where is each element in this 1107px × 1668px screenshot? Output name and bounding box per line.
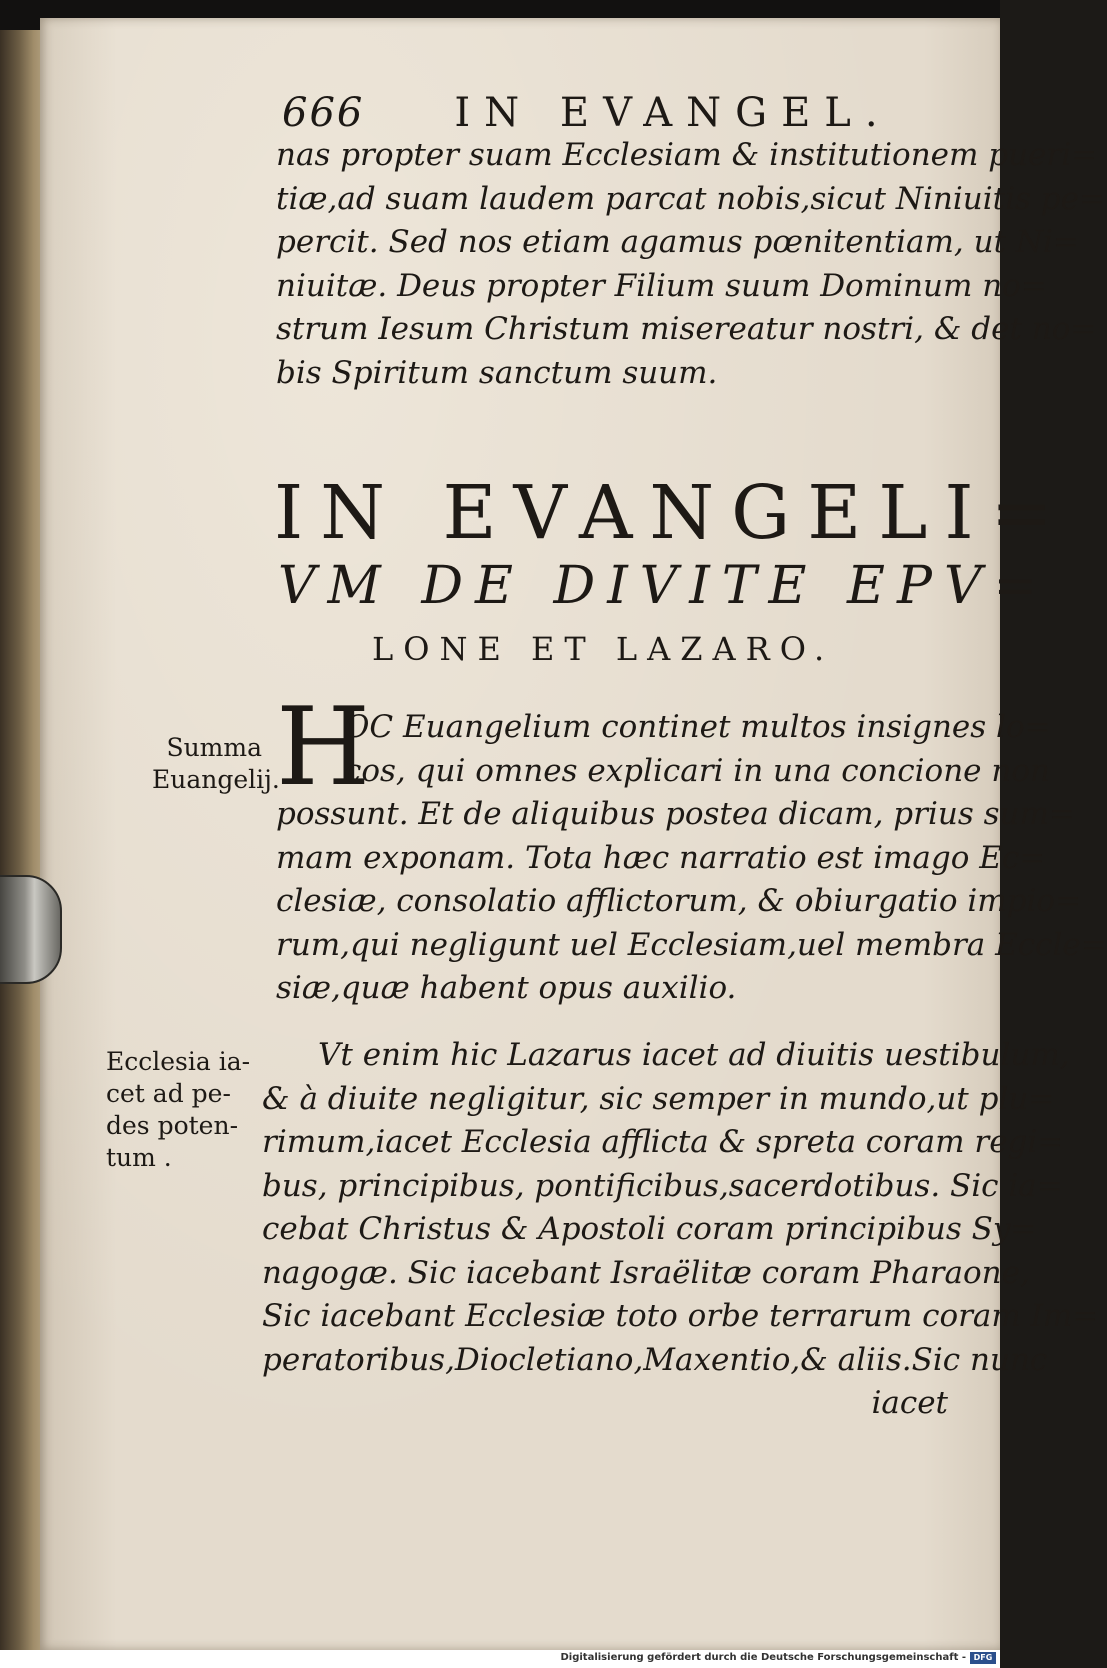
margin-note-ecclesia — [106, 1046, 266, 1174]
text-line: clesiæ, consolatio afflictorum, & obiurgatio impio= — [276, 883, 1082, 919]
text-line: nagogæ. Sic iacebant Israëlitæ coram Pharaone, — [262, 1254, 1030, 1291]
margin-note-line: tum . — [106, 1143, 172, 1172]
text-line: niuitæ. Deus propter Filium suum Dominum no= — [276, 267, 1047, 304]
text-line: possunt. Et de aliquibus postea dicam, prius sum= — [276, 796, 1075, 832]
running-header — [282, 90, 942, 136]
section-heading-line3: LONE ET LAZARO. — [372, 630, 835, 668]
margin-note-line: cet ad pe- — [106, 1079, 231, 1108]
text-line: & à diuite negligitur, sic semper in mundo,ut plu= — [262, 1080, 1055, 1117]
text-line: nas propter suam Ecclesiam & institutionem pueri= — [276, 137, 1098, 173]
text-line: percit. Sed nos etiam agamus pœnitentiam, ut Ni= — [276, 224, 1079, 260]
text-line: rum,qui negligunt uel Ecclesiam,uel membra Eccle= — [276, 926, 1107, 963]
text-line: strum Iesum Christum misereatur nostri, & det no= — [276, 311, 1097, 347]
catchword: iacet — [871, 1385, 948, 1421]
section-heading-line1: IN EVANGELI= — [274, 470, 1070, 556]
paragraph-two — [262, 1034, 1099, 1426]
running-title: IN EVANGEL. — [454, 90, 892, 136]
footer-credit: Digitalisierung gefördert durch die Deutsche Forschungsgemeinschaft - — [560, 1652, 966, 1663]
text-line: siæ,quæ habent opus auxilio. — [276, 970, 737, 1006]
text-line: Vt enim hic Lazarus iacet ad diuitis uestibulum, — [318, 1037, 1070, 1073]
text-line: mam exponam. Tota hæc narratio est imago Ec= — [276, 839, 1046, 876]
paragraph-one — [276, 793, 1107, 1011]
page-clip — [0, 875, 62, 984]
top-paragraph — [276, 134, 1105, 395]
text-line: Sic iacebant Ecclesiæ toto orbe terrarum coram Im= — [262, 1298, 1099, 1334]
margin-note-line: Ecclesia ia- — [106, 1047, 251, 1076]
text-line: rimum,iacet Ecclesia afflicta & spreta coram regi= — [262, 1124, 1064, 1160]
margin-note-line: Summa — [166, 733, 262, 762]
drop-cap: H — [276, 685, 371, 810]
text-line: tiæ,ad suam laudem parcat nobis,sicut Niniuitis pe= — [276, 180, 1105, 217]
text-line: cebat Christus & Apostoli coram principibus Sy= — [262, 1211, 1037, 1247]
paragraph-one-first-line — [344, 706, 1051, 793]
text-line: OC Euangelium continet multos insignes lo= — [344, 709, 1051, 745]
text-line: bus, principibus, pontificibus,sacerdotibus. Sic ia= — [262, 1167, 1063, 1204]
text-line: cos, qui omnes explicari in una concione non — [344, 752, 1050, 789]
margin-note-line: des poten- — [106, 1111, 239, 1140]
dfg-logo: DFG — [970, 1652, 996, 1664]
text-line: bis Spiritum sanctum suum. — [276, 354, 718, 391]
margin-note-summa — [152, 732, 280, 796]
section-heading-line2: VM DE DIVITE EPV= — [278, 556, 1050, 616]
margin-note-line: Euangelij. — [152, 765, 280, 794]
text-line: peratoribus,Diocletiano,Maxentio,& aliis.Sic nunc — [262, 1341, 1048, 1378]
page-number: 666 — [282, 90, 365, 136]
